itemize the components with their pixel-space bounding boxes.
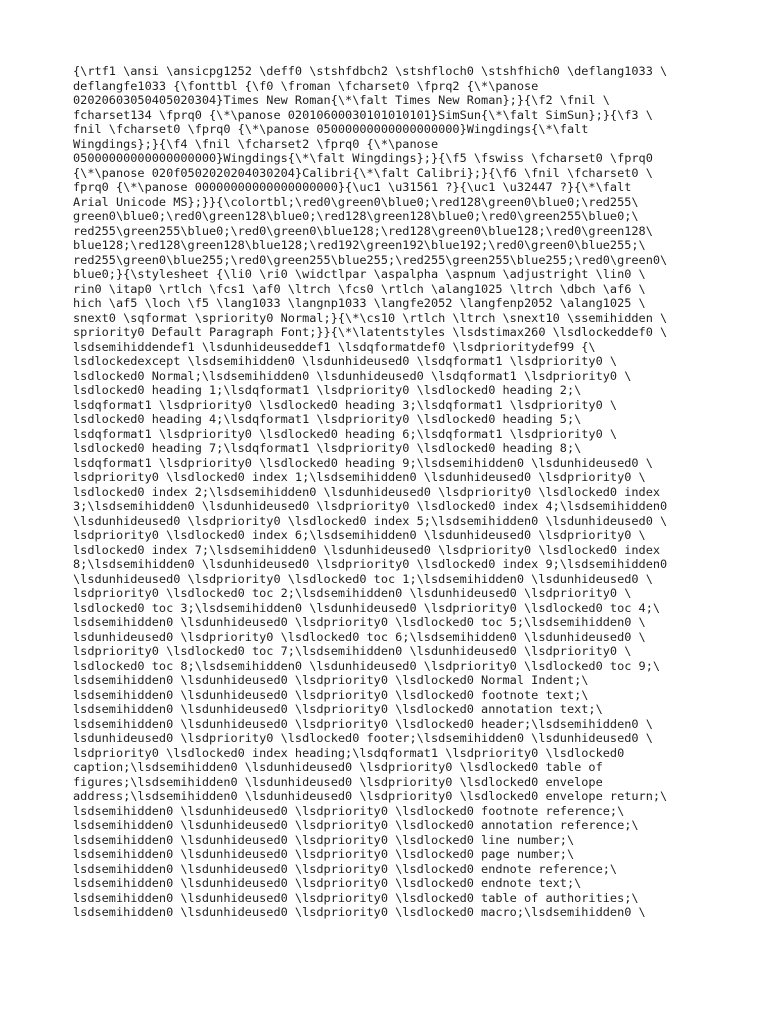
- text-line: lsdqformat1 \lsdpriority0 \lsdlocked0 heading 6;\lsdqformat1 \lsdpriority0 \: [73, 426, 618, 441]
- text-line: lsdsemihiddendef1 \lsdunhideuseddef1 \lsdqformatdef0 \lsdprioritydef99 {\: [73, 339, 596, 354]
- text-line: lsdlocked0 index 7;\lsdsemihidden0 \lsdunhideused0 \lsdpriority0 \lsdlocked0 index: [73, 542, 661, 557]
- text-line: 8;\lsdsemihidden0 \lsdunhideused0 \lsdpriority0 \lsdlocked0 index 9;\lsdsemihidden0: [73, 557, 668, 571]
- text-line: rin0 \itap0 \rtlch \fcs1 \af0 \ltrch \fcs0 \rtlch \alang1025 \ltrch \dbch \af6 \: [73, 281, 646, 296]
- text-line: lsdsemihidden0 \lsdunhideused0 \lsdpriority0 \lsdlocked0 table of authorities;\: [73, 890, 639, 905]
- text-line: lsdlocked0 heading 4;\lsdqformat1 \lsdpriority0 \lsdlocked0 heading 5;\: [73, 412, 582, 426]
- text-line: spriority0 Default Paragraph Font;}}{\*\latentstyles \lsdstimax260 \lsdlockeddef0 \: [73, 325, 668, 339]
- text-line: lsdsemihidden0 \lsdunhideused0 \lsdpriority0 \lsdlocked0 annotation reference;\: [73, 818, 639, 832]
- text-line: lsdlocked0 toc 8;\lsdsemihidden0 \lsdunhideused0 \lsdpriority0 \lsdlocked0 toc 9;\: [73, 658, 661, 673]
- text-line: lsdlocked0 Normal;\lsdsemihidden0 \lsdunhideused0 \lsdqformat1 \lsdpriority0 \: [73, 368, 632, 383]
- text-line: lsdsemihidden0 \lsdunhideused0 \lsdpriority0 \lsdlocked0 line number;\: [73, 832, 575, 847]
- text-line: lsdpriority0 \lsdlocked0 toc 7;\lsdsemihidden0 \lsdunhideused0 \lsdpriority0 \: [73, 644, 632, 658]
- text-line: lsdsemihidden0 \lsdunhideused0 \lsdpriority0 \lsdlocked0 annotation text;\: [73, 702, 603, 716]
- text-line: lsdlocked0 heading 7;\lsdqformat1 \lsdpriority0 \lsdlocked0 heading 8;\: [73, 441, 582, 455]
- text-line: Wingdings};}{\f4 \fnil \fcharset2 \fprq0 {\*\panose: [73, 136, 439, 151]
- text-line: lsdlockedexcept \lsdsemihidden0 \lsdunhideused0 \lsdqformat1 \lsdpriority0 \: [73, 354, 618, 368]
- text-line: lsdqformat1 \lsdpriority0 \lsdlocked0 heading 9;\lsdsemihidden0 \lsdunhideused0 \: [73, 455, 653, 470]
- text-line: lsdpriority0 \lsdlocked0 index heading;\lsdqformat1 \lsdpriority0 \lsdlocked0: [73, 745, 625, 760]
- text-line: lsdlocked0 index 2;\lsdsemihidden0 \lsdunhideused0 \lsdpriority0 \lsdlocked0 index: [73, 484, 661, 499]
- text-line: lsdunhideused0 \lsdpriority0 \lsdlocked0 toc 6;\lsdsemihidden0 \lsdunhideused0 \: [73, 629, 646, 644]
- text-line: lsdsemihidden0 \lsdunhideused0 \lsdpriority0 \lsdlocked0 endnote reference;\: [73, 861, 618, 876]
- text-line: 05000000000000000000}Wingdings{\*\falt Wingdings};}{\f5 \fswiss \fcharset0 \fprq0: [73, 151, 653, 165]
- text-line: 3;\lsdsemihidden0 \lsdunhideused0 \lsdpriority0 \lsdlocked0 index 4;\lsdsemihidden0: [73, 499, 668, 513]
- text-line: Arial Unicode MS};}}{\colortbl;\red0\green0\blue0;\red128\green0\blue0;\red255\: [73, 194, 639, 209]
- text-line: red255\green255\blue0;\red0\green0\blue128;\red128\green0\blue128;\red0\green128\: [73, 223, 653, 238]
- text-line: figures;\lsdsemihidden0 \lsdunhideused0 \lsdpriority0 \lsdlocked0 envelope: [73, 774, 603, 789]
- text-line: lsdunhideused0 \lsdpriority0 \lsdlocked0 footer;\lsdsemihidden0 \lsdunhideused0 \: [73, 731, 653, 745]
- text-line: lsdsemihidden0 \lsdunhideused0 \lsdpriority0 \lsdlocked0 Normal Indent;\: [73, 673, 589, 687]
- text-line: lsdlocked0 heading 1;\lsdqformat1 \lsdpriority0 \lsdlocked0 heading 2;\: [73, 383, 582, 397]
- text-line: lsdsemihidden0 \lsdunhideused0 \lsdpriority0 \lsdlocked0 header;\lsdsemihidden0 \: [73, 716, 653, 731]
- text-line: lsdpriority0 \lsdlocked0 toc 2;\lsdsemihidden0 \lsdunhideused0 \lsdpriority0 \: [73, 586, 632, 600]
- text-line: lsdlocked0 toc 3;\lsdsemihidden0 \lsdunhideused0 \lsdpriority0 \lsdlocked0 toc 4;\: [73, 600, 661, 615]
- text-line: hich \af5 \loch \f5 \lang1033 \langnp1033 \langfe2052 \langfenp2052 \alang1025 \: [73, 296, 646, 310]
- text-line: 02020603050405020304}Times New Roman{\*\falt Times New Roman};}{\f2 \fnil \: [73, 93, 610, 107]
- text-line: {\rtf1 \ansi \ansicpg1252 \deff0 \stshfdbch2 \stshfloch0 \stshfhich0 \deflang1033 \: [73, 64, 668, 78]
- text-line: blue0;}{\stylesheet {\li0 \ri0 \widctlpar \aspalpha \aspnum \adjustright \lin0 \: [73, 267, 646, 281]
- text-line: lsdsemihidden0 \lsdunhideused0 \lsdpriority0 \lsdlocked0 toc 5;\lsdsemihidden0 \: [73, 615, 646, 629]
- text-line: fcharset134 \fprq0 {\*\panose 02010600030101010101}SimSun{\*\falt SimSun};}{\f3 \: [73, 107, 653, 122]
- text-line: lsdsemihidden0 \lsdunhideused0 \lsdpriority0 \lsdlocked0 page number;\: [73, 847, 575, 861]
- text-line: address;\lsdsemihidden0 \lsdunhideused0 \lsdpriority0 \lsdlocked0 envelope return;\: [73, 789, 668, 803]
- text-line: caption;\lsdsemihidden0 \lsdunhideused0 \lsdpriority0 \lsdlocked0 table of: [73, 760, 603, 774]
- text-line: red255\green0\blue255;\red0\green255\blue255;\red255\green255\blue255;\red0\green0\: [73, 252, 668, 267]
- text-line: \lsdunhideused0 \lsdpriority0 \lsdlocked0 index 5;\lsdsemihidden0 \lsdunhideused0 \: [73, 513, 668, 528]
- text-line: lsdsemihidden0 \lsdunhideused0 \lsdpriority0 \lsdlocked0 macro;\lsdsemihidden0 \: [73, 905, 646, 919]
- text-line: lsdsemihidden0 \lsdunhideused0 \lsdpriority0 \lsdlocked0 footnote text;\: [73, 687, 589, 702]
- text-line: deflangfe1033 {\fonttbl {\f0 \froman \fcharset0 \fprq2 {\*\panose: [73, 78, 539, 93]
- text-line: lsdqformat1 \lsdpriority0 \lsdlocked0 heading 3;\lsdqformat1 \lsdpriority0 \: [73, 397, 618, 412]
- text-line: snext0 \sqformat \spriority0 Normal;}{\*\cs10 \rtlch \ltrch \snext10 \ssemihidden \: [73, 310, 668, 325]
- text-line: lsdpriority0 \lsdlocked0 index 1;\lsdsemihidden0 \lsdunhideused0 \lsdpriority0 \: [73, 470, 646, 484]
- text-line: fnil \fcharset0 \fprq0 {\*\panose 05000000000000000000}Wingdings{\*\falt: [73, 122, 589, 136]
- text-line: blue128;\red128\green128\blue128;\red192\green192\blue192;\red0\green0\blue255;\: [73, 238, 646, 252]
- text-line: lsdsemihidden0 \lsdunhideused0 \lsdpriority0 \lsdlocked0 footnote reference;\: [73, 803, 625, 818]
- text-line: {\*\panose 020f0502020204030204}Calibri{\*\falt Calibri};}{\f6 \fnil \fcharset0 \: [73, 165, 653, 180]
- text-line: fprq0 {\*\panose 00000000000000000000}{\uc1 \u31561 ?}{\uc1 \u32447 ?}{\*\falt: [73, 180, 632, 194]
- rtf-source-text: [73, 64, 713, 920]
- text-line: green0\blue0;\red0\green128\blue0;\red128\green128\blue0;\red0\green255\blue0;\: [73, 209, 639, 223]
- text-line: lsdpriority0 \lsdlocked0 index 6;\lsdsemihidden0 \lsdunhideused0 \lsdpriority0 \: [73, 528, 646, 542]
- text-line: lsdsemihidden0 \lsdunhideused0 \lsdpriority0 \lsdlocked0 endnote text;\: [73, 876, 582, 890]
- text-line: \lsdunhideused0 \lsdpriority0 \lsdlocked0 toc 1;\lsdsemihidden0 \lsdunhideused0 \: [73, 571, 653, 586]
